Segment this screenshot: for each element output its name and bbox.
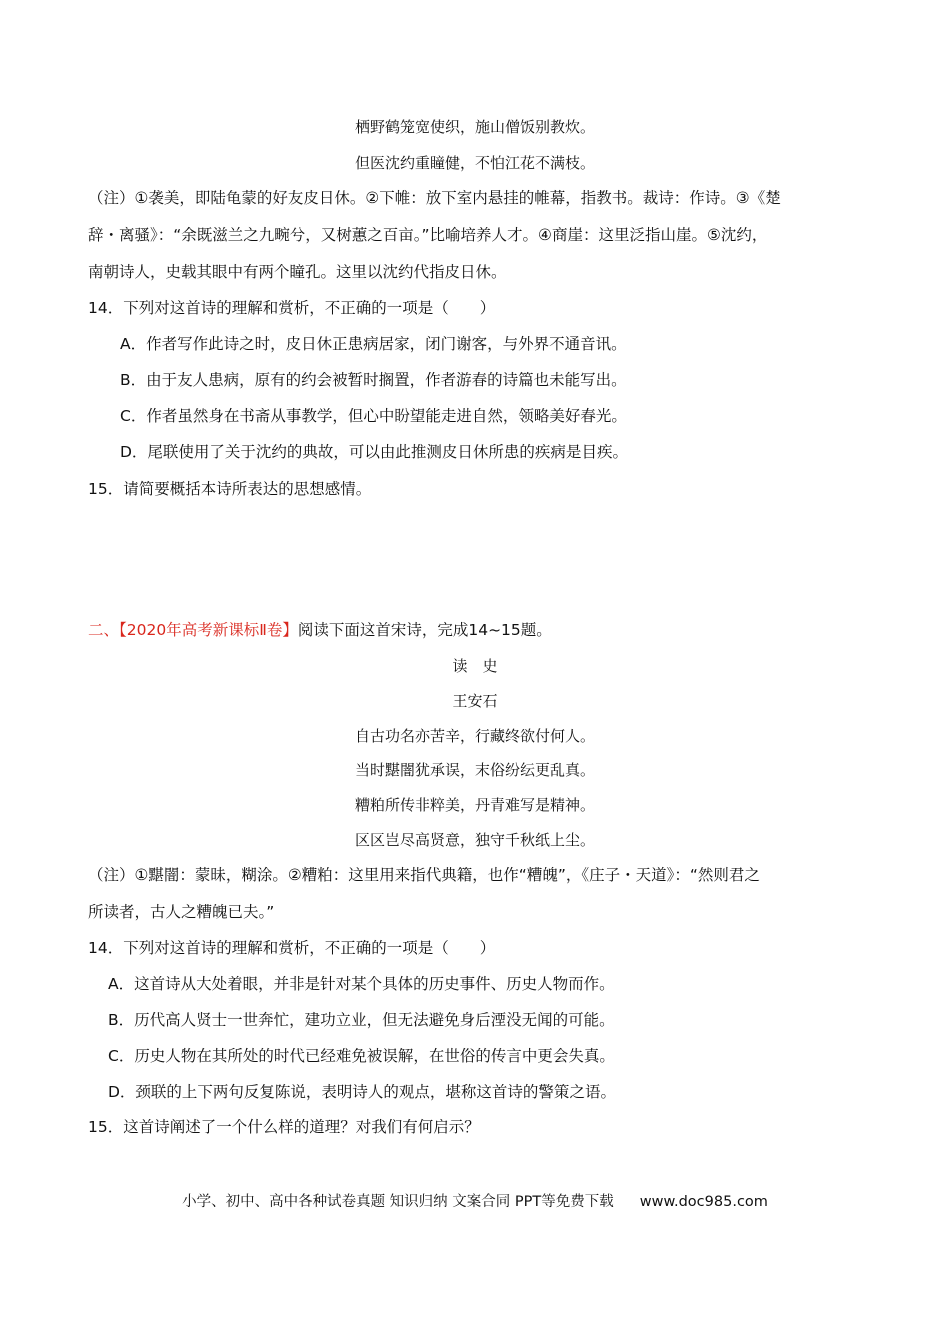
poem2-author: 王安石: [452, 692, 498, 710]
poem2-line-1: 自古功名亦苦辛，行藏终欲付何人。: [354, 727, 595, 745]
poem1-note-line-3: 南朝诗人，史载其眼中有两个瞳孔。这里以沈约代指皮日休。: [88, 263, 507, 281]
section2-source: 【2020年高考新课标Ⅱ卷】: [119, 621, 298, 639]
poem2-option-c: C．历史人物在其所处的时代已经难免被误解，在世俗的传言中更会失真。: [108, 1047, 615, 1065]
poem2-line-2: 当时黮闇犹承误，末俗纷纭更乱真。: [354, 761, 595, 779]
poem1-question-14: 14．下列对这首诗的理解和赏析，不正确的一项是（ ）: [88, 299, 496, 317]
poem2-note-line-2: 所读者，古人之糟魄已夫。”: [88, 903, 275, 921]
poem1-note-line-2: 辞・离骚》：“余既滋兰之九畹兮，又树蕙之百亩。”比喻培养人才。④商崖：这里泛指山崖。⑤沈约，: [88, 226, 768, 244]
poem1-option-b: B．由于友人患病，原有的约会被暂时搁置，作者游春的诗篇也未能写出。: [120, 371, 627, 389]
poem1-option-c: C．作者虽然身在书斋从事教学，但心中盼望能走进自然，领略美好春光。: [120, 407, 627, 425]
poem1-note-line-1: （注）①袭美，即陆龟蒙的好友皮日休。②下帷：放下室内悬挂的帷幕，指教书。裁诗：作诗。③《楚: [88, 189, 781, 207]
poem2-question-15: 15．这首诗阐述了一个什么样的道理？对我们有何启示？: [88, 1118, 480, 1136]
poem2-line-4: 区区岂尽高贤意，独守千秋纸上尘。: [354, 831, 595, 849]
section2-heading: [88, 620, 552, 640]
poem2-question-14: 14．下列对这首诗的理解和赏析，不正确的一项是（ ）: [88, 939, 496, 957]
poem2-title: 读 史: [452, 657, 498, 675]
poem1-line-1: 栖野鹤笼宽使织，施山僧饭别教炊。: [354, 118, 595, 136]
poem1-option-d: D．尾联使用了关于沈约的典故，可以由此推测皮日休所患的疾病是目疾。: [120, 443, 628, 461]
poem2-option-d: D．颈联的上下两句反复陈说，表明诗人的观点，堪称这首诗的警策之语。: [108, 1083, 616, 1101]
poem2-option-b: B．历代高人贤士一世奔忙，建功立业，但无法避免身后湮没无闻的可能。: [108, 1011, 615, 1029]
poem2-note-line-1: （注）①黮闇：蒙昧，糊涂。②糟粕：这里用来指代典籍，也作“糟魄”，《庄子・天道》：“然则君之: [88, 866, 760, 884]
section2-instruction: 阅读下面这首宋诗，完成14~15题。: [297, 621, 552, 639]
poem2-option-a: A．这首诗从大处着眼，并非是针对某个具体的历史事件、历史人物而作。: [108, 975, 615, 993]
footer-text: 小学、初中、高中各种试卷真题 知识归纳 文案合同 PPT等免费下载: [182, 1194, 614, 1210]
poem1-option-a: A．作者写作此诗之时，皮日休正患病居家，闭门谢客，与外界不通音讯。: [120, 335, 627, 353]
section2-prefix: 二、: [88, 621, 120, 639]
poem1-line-2: 但医沈约重瞳健，不怕江花不满枝。: [354, 154, 595, 172]
poem2-line-3: 糟粕所传非粹美，丹青难写是精神。: [354, 796, 595, 814]
footer-url[interactable]: www.doc985.com: [639, 1194, 768, 1210]
page-footer: [0, 1192, 950, 1212]
poem1-question-15: 15．请简要概括本诗所表达的思想感情。: [88, 480, 372, 498]
